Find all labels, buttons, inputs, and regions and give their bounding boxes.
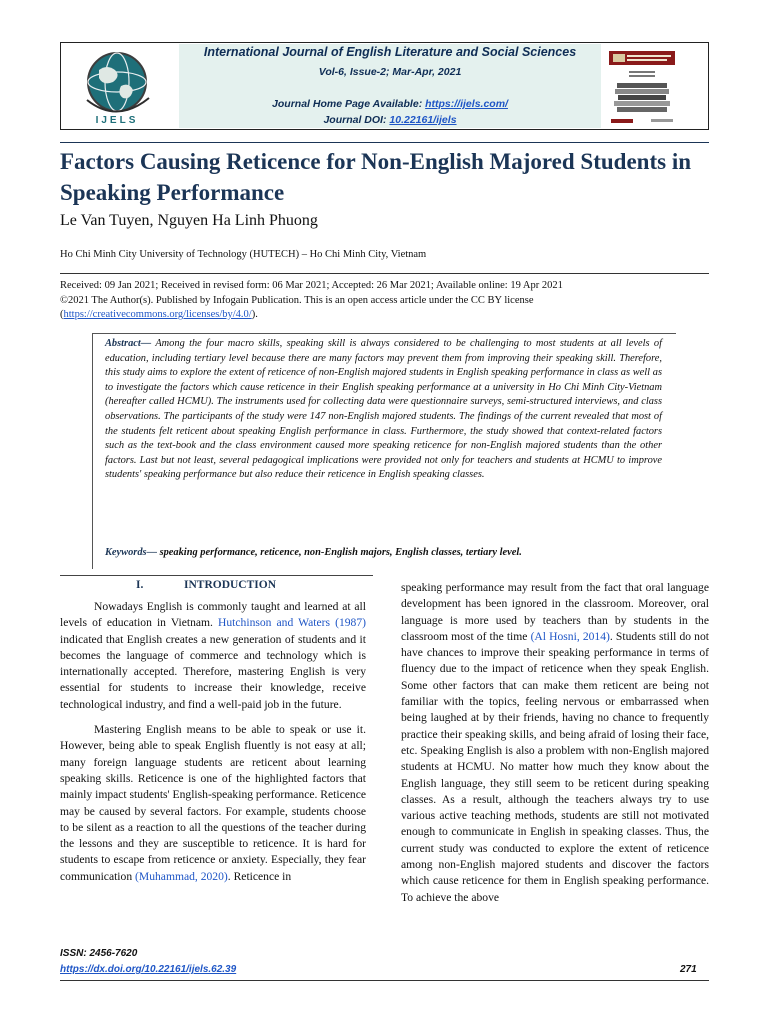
left-column	[60, 599, 366, 894]
journal-homepage	[179, 98, 601, 110]
license-paren-open: (	[60, 309, 64, 320]
left-column-rule	[60, 575, 373, 576]
article-title: Factors Causing Reticence for Non-English Majored Students in Speaking Performance	[60, 149, 692, 205]
page-number: 271	[680, 964, 697, 975]
right-column	[401, 580, 709, 915]
license-paren-close: ).	[251, 309, 258, 320]
homepage-label: Journal Home Page Available:	[272, 98, 426, 110]
svg-text:IJELS: IJELS	[95, 115, 139, 126]
ijels-globe-logo-icon	[69, 48, 169, 126]
footer-rule	[60, 980, 709, 981]
citation-hutchinson[interactable]: Hutchinson and Waters (1987)	[218, 616, 366, 630]
abstract-text: Among the four macro skills, speaking skill is always considered to be challenging to most students at all levels of education, including tertiary level because there are many factors may prevent them from improving their speaking skill. Therefore, this study aims to explore the extent of reticence of non-English majored students in English speaking performance in class as well as to investigate the factors which cause reticence in their English speaking performance at a university in Ho Chi Minh City-Vietnam (hereafter called HCMU). The instruments used for collecting data were questionnaire surveys, semi-structured interviews, and class observations. The participants of the study were 147 non-English majored students. The findings of the current revealed that most of the students felt reticent about speaking English performance in class. Furthermore, the study showed that context-related factors such as the text-book and the class environment caused more speaking reticence for non-English majored students than the other factors. Last but not least, several pedagogical implications were provided not only for teachers and students at HCMU to improve students' speaking performance but also reduce their reticence in English speaking classes.	[105, 338, 662, 481]
p2-text-b: . Reticence in	[227, 869, 292, 883]
doi-label: Journal DOI:	[323, 114, 390, 126]
doi-link[interactable]: 10.22161/ijels	[389, 114, 457, 126]
section-number: I.	[136, 579, 144, 591]
p3-text-a: speaking performance may result from the fact that oral language development has been ignored in the classroom. Moreover, oral language is more used by teachers than by students in the classroom most of the time	[401, 581, 709, 643]
p2-text-a: Mastering English means to be able to speak or use it. However, being able to speak English fluently is not easy at all; many foreign language students are reticent about learning speaking skills. Reticence is one of the highlighted factors that mainly impact students' English-speaking performance. Reticence may be caused by several factors. For example, students choose to be silent as a reaction to all the questions of the teacher during the lessons and they are susceptible to reticence. It is hard for students to escape from reticence or anxiety. Especially, they fear communication	[60, 723, 367, 883]
p3-text-b: . Students still do not have chances to improve their speaking performance in terms of fluency due to the impact of reticence when they speak English. Some other factors that can make them reticent are being not familiar with the topics, feeling nervous or embarrassed when being laughed at by their friends, having no chance to frequently practice their speaking skills, and being afraid of losing their face, etc. Speaking English is also a problem with non-English majored students at HCMU. No matter how much they know about the English language, they still seem to be reticent during speaking classes. As a result, although the teachers always try to use various active teaching methods, students are still not motivated enough to communicate in English in speaking classes. Thus, the current study was conducted to explore the extent of reticence among non-English majored students and discover the factors which cause reticence for them in English speaking performance. To achieve the above	[401, 629, 709, 904]
article-authors: Le Van Tuyen, Nguyen Ha Linh Phuong	[60, 212, 318, 229]
citation-al-hosni[interactable]: (Al Hosni, 2014)	[530, 629, 610, 643]
journal-doi	[179, 114, 601, 126]
citation-muhammad[interactable]: (Muhammad, 2020)	[135, 869, 228, 883]
received-dates: Received: 09 Jan 2021; Received in revised form: 06 Mar 2021; Accepted: 26 Mar 2021; Available online: 19 Apr 2021	[60, 280, 563, 291]
license-url-line	[60, 308, 710, 323]
abstract	[105, 337, 662, 483]
keywords	[105, 547, 662, 558]
homepage-link[interactable]: https://ijels.com/	[425, 98, 508, 110]
dates-rule	[60, 273, 709, 274]
section-title: INTRODUCTION	[184, 579, 277, 591]
title-rule	[60, 142, 709, 143]
keywords-text: speaking performance, reticence, non-English majors, English classes, tertiary level.	[156, 547, 522, 558]
journal-cover-image-icon	[607, 49, 677, 127]
keywords-label: Keywords—	[105, 547, 157, 558]
license-line: ©2021 The Author(s). Published by Infogain Publication. This is an open access article under the CC BY license	[60, 294, 534, 306]
issn: ISSN: 2456-7620	[60, 948, 138, 959]
journal-title: International Journal of English Literature and Social Sciences	[203, 45, 577, 59]
abstract-label: Abstract—	[105, 338, 152, 349]
article-doi-link[interactable]: https://dx.doi.org/10.22161/ijels.62.39	[60, 964, 237, 975]
p1-text-b: indicated that English creates a new generation of students and it becomes the language of commerce and technology which is internationally accepted. Therefore, mastering English is very essential for students to increase their knowledge, receive technological industry, and find a well-paid job in the future.	[60, 632, 366, 711]
p1-text-a: Nowadays English is commonly taught and learned at all levels of education in Vietnam.	[60, 600, 366, 630]
intro-paragraph-3	[401, 580, 709, 906]
journal-header	[60, 42, 709, 130]
article-affiliation: Ho Chi Minh City University of Technology (HUTECH) – Ho Chi Minh City, Vietnam	[60, 249, 427, 260]
journal-volume: Vol-6, Issue-2; Mar-Apr, 2021	[318, 66, 462, 78]
intro-paragraph-1	[60, 599, 366, 713]
intro-paragraph-2	[60, 722, 366, 885]
article-dates	[60, 279, 710, 323]
license-link[interactable]: https://creativecommons.org/licenses/by/4.0/	[63, 309, 252, 320]
